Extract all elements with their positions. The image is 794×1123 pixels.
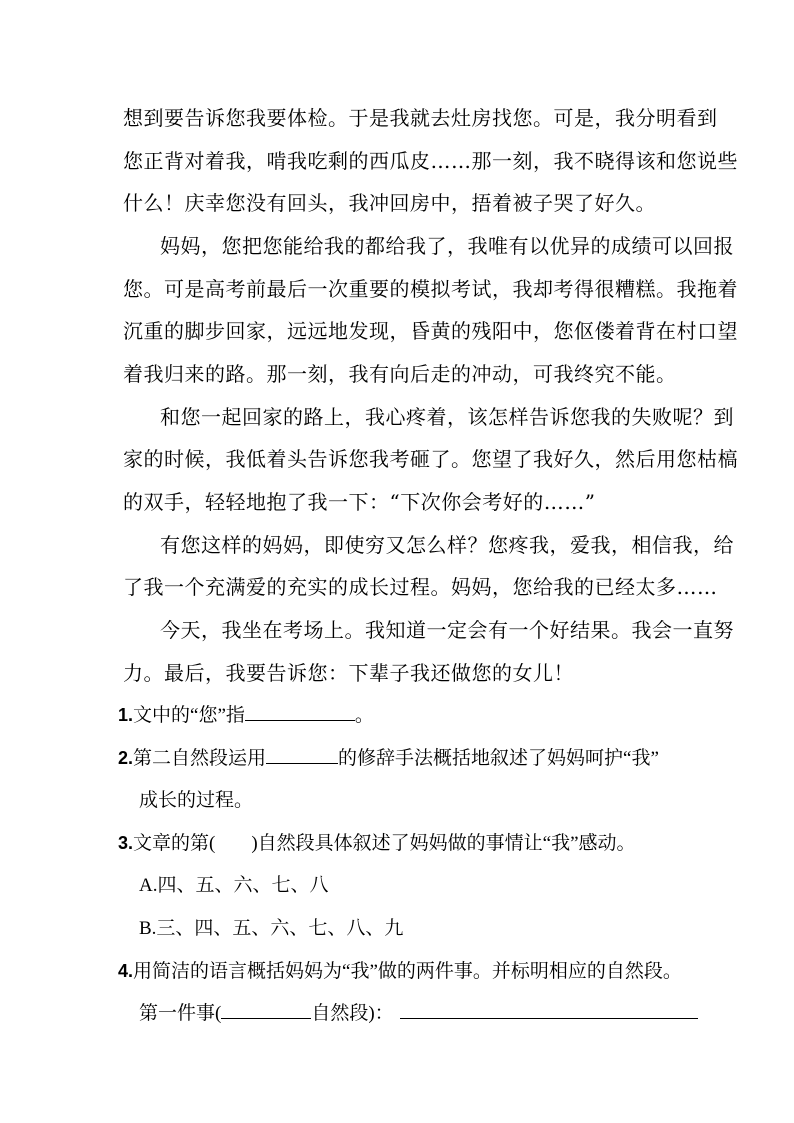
passage-line: 想到要告诉您我要体检。于是我就去灶房找您。可是，我分明看到 (123, 106, 718, 130)
passage-line: 和您一起回家的路上，我心疼着，该怎样告诉您我的失败呢？到 (160, 405, 734, 429)
answer-line[interactable] (400, 1017, 698, 1019)
question-number: 3. (118, 833, 134, 853)
option-b: B.三、四、五、六、七、八、九 (139, 918, 404, 939)
passage-line: 力。最后，我要告诉您：下辈子我还做您的女儿！ (123, 661, 574, 685)
answer-blank[interactable] (245, 719, 355, 721)
question-text: )自然段具体叙述了妈妈做的事情让“我”感动。 (251, 833, 636, 854)
passage-line: 有您这样的妈妈，即使穷又怎么样？您疼我，爱我，相信我，给 (160, 533, 734, 557)
question-number: 4. (118, 961, 134, 981)
question-text: 自然段)： (311, 1003, 394, 1024)
question-4-first-item (139, 1004, 698, 1024)
question-3 (118, 833, 636, 854)
question-text: 文中的“您”指 (133, 705, 245, 726)
answer-blank[interactable] (266, 762, 338, 764)
passage-line: 今天，我坐在考场上。我知道一定会有一个好结果。我会一直努 (160, 618, 734, 642)
passage-line: 您。可是高考前最后一次重要的模拟考试，我却考得很糟糕。我拖着 (123, 277, 738, 301)
passage-line: 的双手，轻轻地抱了我一下：“下次你会考好的……” (123, 490, 596, 514)
passage-line: 着我归来的路。那一刻，我有向后走的冲动，可我终究不能。 (123, 362, 677, 386)
question-text: 文章的第( (133, 833, 216, 854)
question-1 (118, 705, 374, 726)
passage-line: 了我一个充满爱的充实的成长过程。妈妈，您给我的已经太多…… (123, 575, 718, 599)
option-a: A.四、五、六、七、八 (139, 875, 329, 896)
question-text: 第二自然段运用 (133, 748, 267, 769)
passage-line: 妈妈，您把您能给我的都给我了，我唯有以优异的成绩可以回报 (160, 234, 734, 258)
question-4 (118, 961, 682, 982)
question-number: 1. (118, 705, 134, 725)
question-2-continued: 成长的过程。 (139, 790, 254, 811)
question-text: 第一件事( (139, 1003, 222, 1024)
question-number: 2. (118, 748, 134, 768)
question-text: 。 (354, 705, 374, 726)
question-text: 的修辞手法概括地叙述了妈妈呵护“我” (338, 748, 659, 769)
question-2 (118, 748, 659, 769)
question-text: 用简洁的语言概括妈妈为“我”做的两件事。并标明相应的自然段。 (133, 961, 682, 982)
passage-line: 您正背对着我，啃我吃剩的西瓜皮……那一刻，我不晓得该和您说些 (123, 149, 738, 173)
answer-blank[interactable] (221, 1017, 311, 1019)
passage-line: 沉重的脚步回家，远远地发现，昏黄的残阳中，您伛偻着背在村口望 (123, 319, 738, 343)
passage-line: 什么！庆幸您没有回头，我冲回房中，捂着被子哭了好久。 (123, 191, 656, 215)
passage-line: 家的时候，我低着头告诉您我考砸了。您望了我好久，然后用您枯槁 (123, 447, 738, 471)
